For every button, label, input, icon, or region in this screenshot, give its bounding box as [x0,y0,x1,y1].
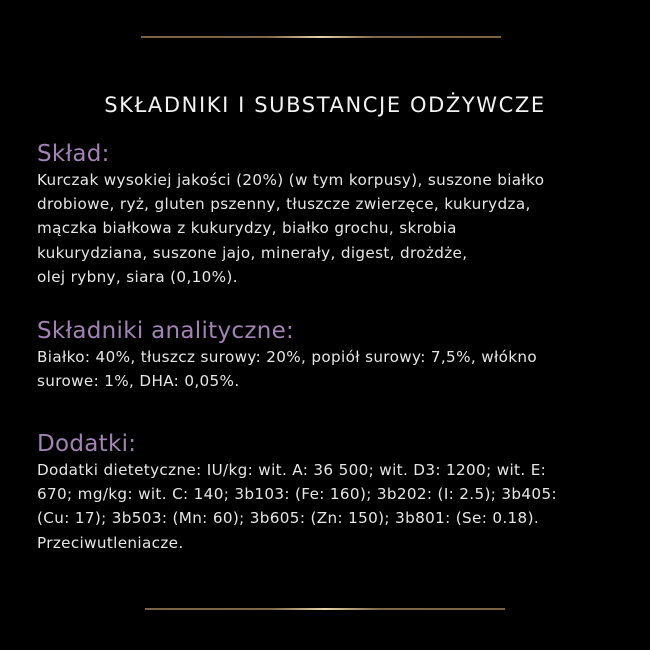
section-composition [37,140,627,289]
text-line: Przeciwutleniacze. [37,533,184,552]
text-line: mączka białkowa z kukurydzy, białko grochu, skrobia [37,219,457,238]
text-line: Dodatki dietetyczne: IU/kg: wit. A: 36 500; wit. D3: 1200; wit. E: [37,461,547,479]
text-line: 670; mg/kg: wit. C: 140; 3b103: (Fe: 160); 3b202: (I: 2.5); 3b405: [37,485,557,504]
text-line: (Cu: 17); 3b503: (Mn: 60); 3b605: (Zn: 150); 3b801: (Se: 0.18). [37,509,540,528]
top-gold-divider [141,36,501,38]
text-line: olej rybny, siara (0,10%). [37,267,238,286]
additives-text [37,458,627,555]
bottom-gold-divider [145,608,505,610]
text-line: kukurydziana, suszone jajo, minerały, digest, drożdże, [37,243,468,262]
text-line: Kurczak wysokiej jakości (20%) (w tym korpusy), suszone białko [37,171,545,189]
section-heading-additives: Dodatki: [37,431,137,457]
text-line: surowe: 1%, DHA: 0,05%. [37,372,240,391]
page-title: SKŁADNIKI I SUBSTANCJE ODŻYWCZE [104,93,546,118]
composition-text [37,168,627,289]
text-line: drobiowe, ryż, gluten pszenny, tłuszcze zwierzęce, kukurydza, [37,195,531,214]
analytical-text [37,345,627,393]
text-line: Białko: 40%, tłuszcz surowy: 20%, popiół surowy: 7,5%, włókno [37,348,538,366]
section-analytical-constituents [37,317,627,393]
section-additives [37,430,627,555]
section-heading-composition: Skład: [37,141,110,167]
section-heading-analytical: Składniki analityczne: [37,318,295,344]
